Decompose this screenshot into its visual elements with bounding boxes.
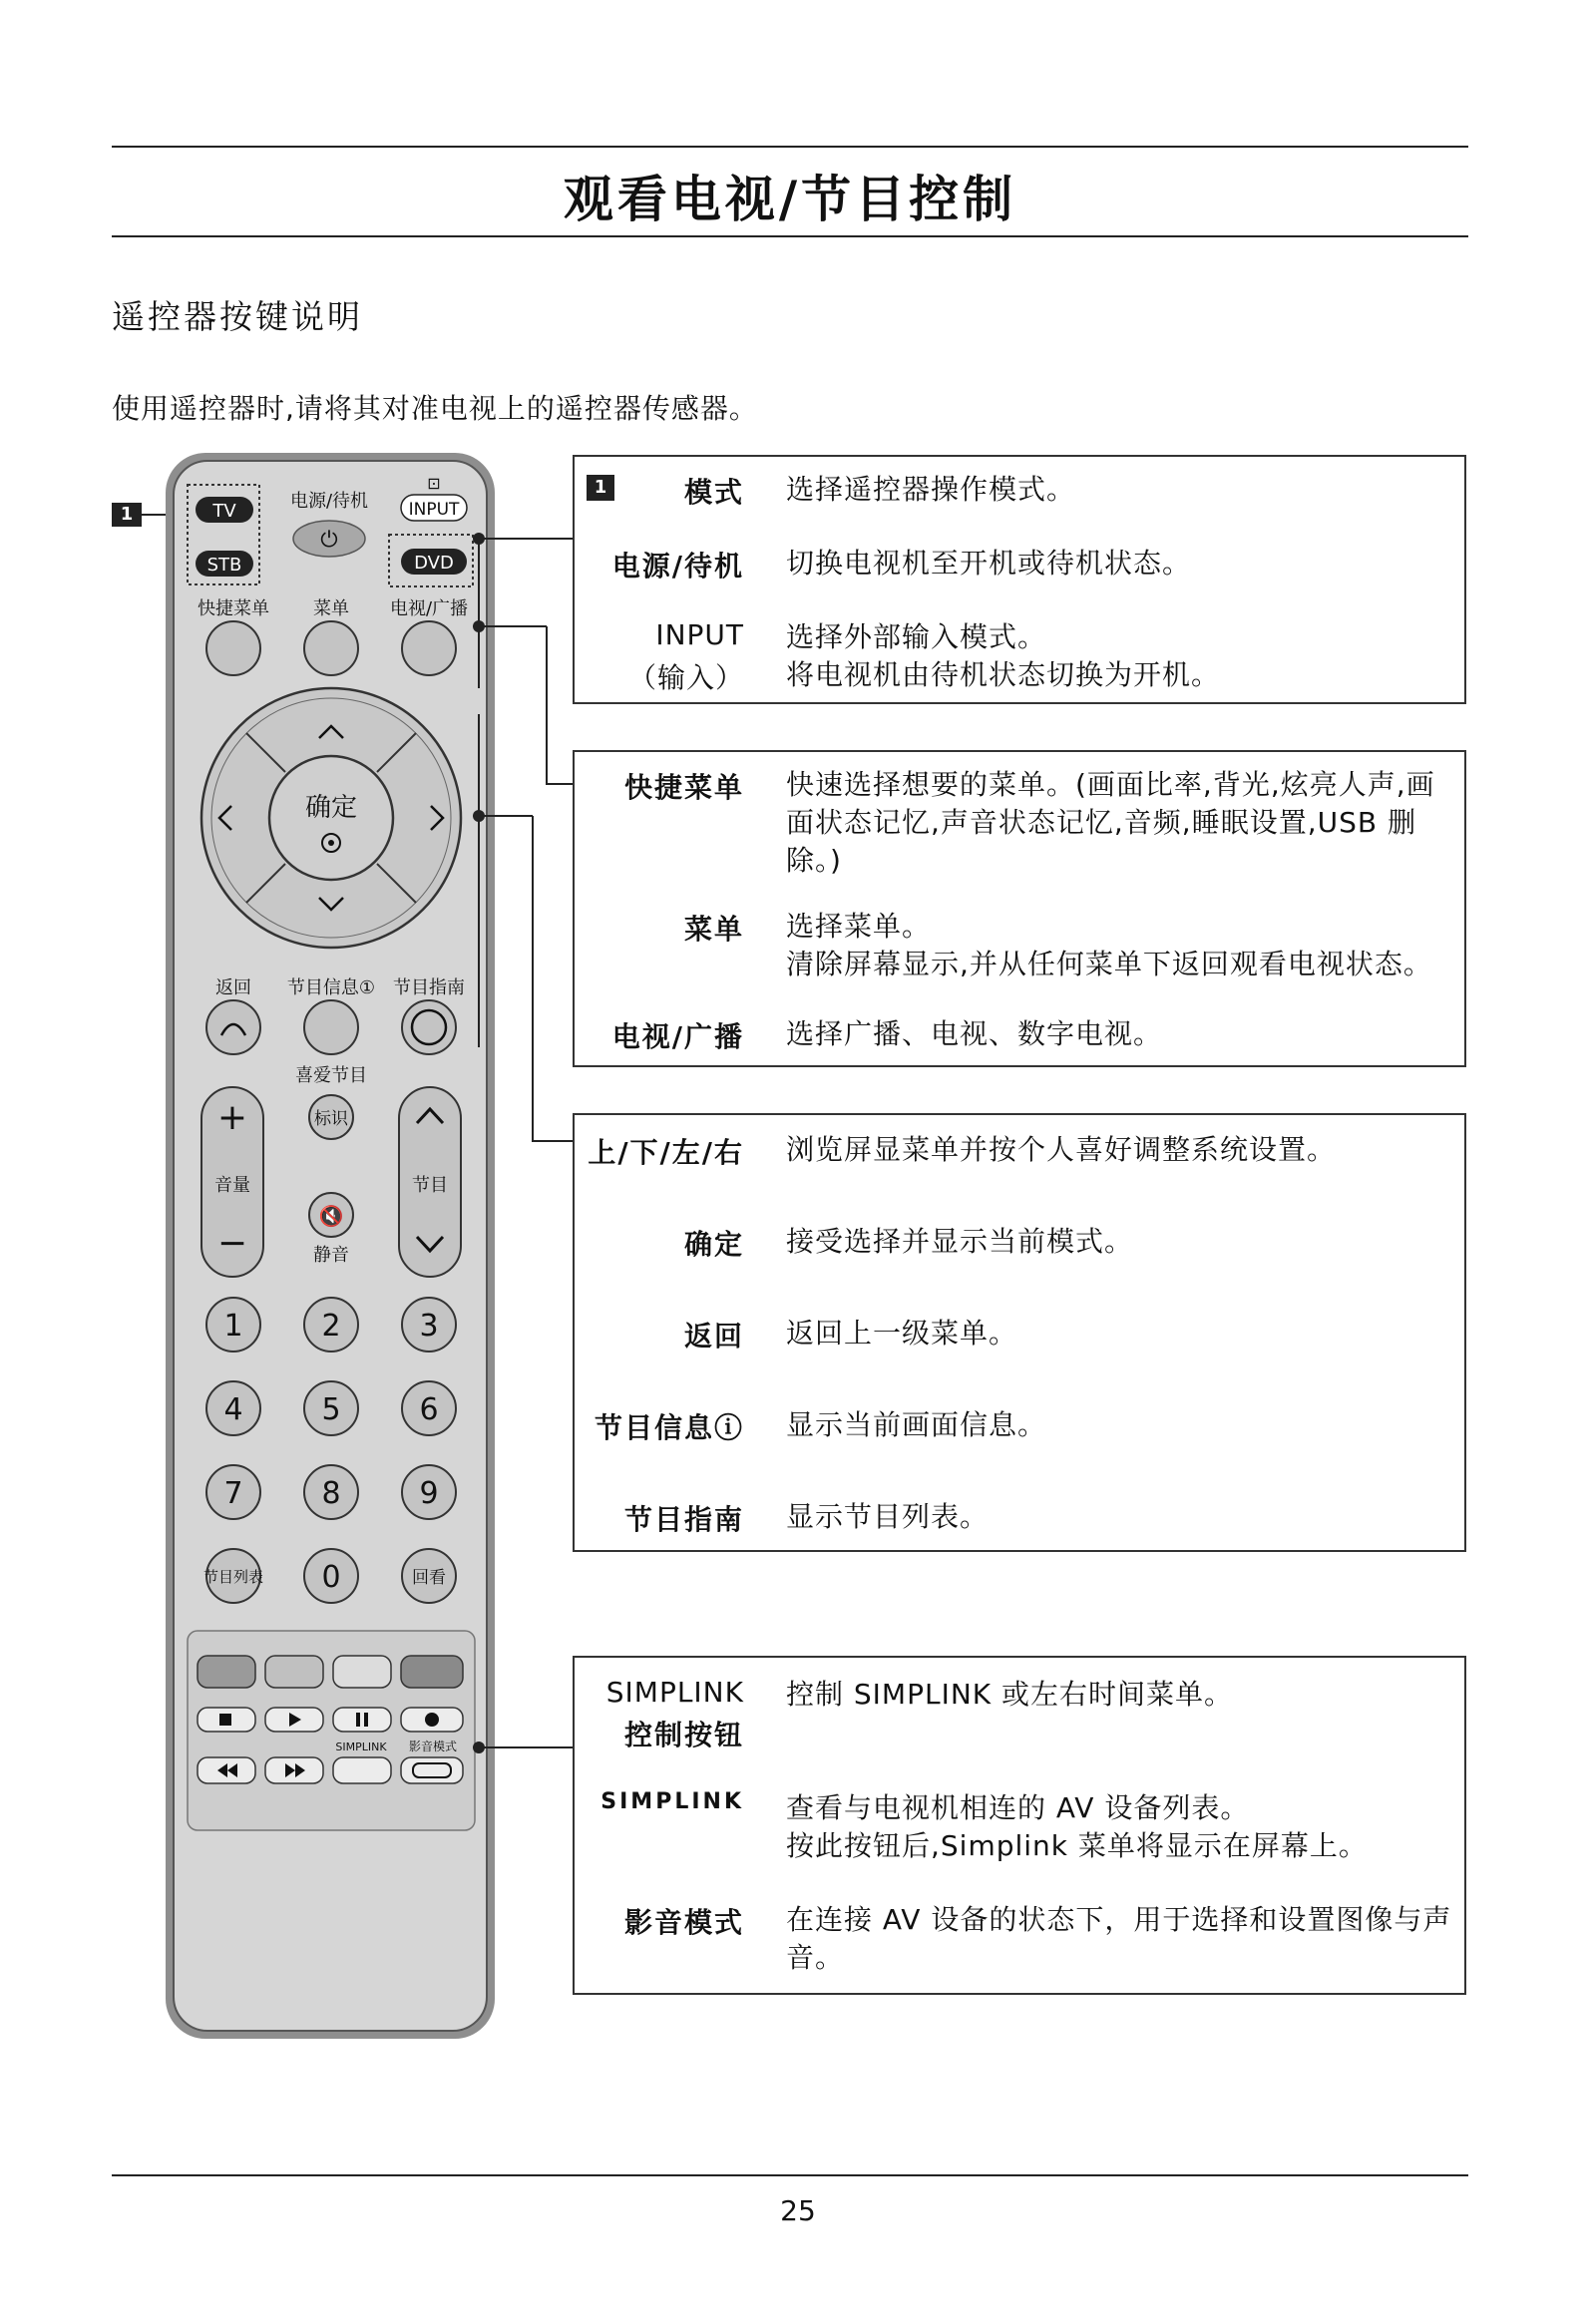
svg-text:5: 5 [321,1392,341,1427]
info-button[interactable] [304,1000,358,1054]
bottom-rule [112,2174,1468,2176]
guide-label: 节目指南 [393,977,465,998]
info-label: 节目信息① [286,977,376,998]
tv-radio-button[interactable] [402,621,456,675]
legend-box-menus: 快捷菜单 快速选择想要的菜单。(画面比率,背光,炫亮人声,画面状态记忆,声音状态记忆,音频,睡眠设置,USB 删除。) 菜单 选择菜单。 清除屏幕显示,并从任何菜单下返回观看电视状态。 电视/广播 选择广播、电视、数字电视。 [573,750,1466,1067]
number-button-4[interactable] [206,1381,260,1435]
marker-badge: 1 [112,503,142,527]
svg-text:回看: 回看 [412,1568,446,1588]
svg-text:1: 1 [223,1309,243,1344]
svg-text:0: 0 [321,1560,341,1595]
volume-up-icon: + [216,1097,248,1138]
av-mode-button[interactable] [401,1757,463,1783]
legend-badge: 1 [587,475,614,501]
stb-mode-button[interactable] [196,551,253,577]
svg-text:7: 7 [223,1476,243,1511]
yellow-color-button[interactable] [333,1656,391,1688]
stb-mode-label: STB [206,555,242,576]
number-button-6[interactable] [402,1381,456,1435]
title-rule [112,235,1468,237]
menu-label: 菜单 [313,598,349,619]
power-label: 电源/待机 [289,491,369,512]
simplink-small-label: SIMPLINK [335,1741,387,1753]
stop-icon [219,1714,231,1726]
blue-color-button[interactable] [401,1656,463,1688]
remote-control [162,449,501,2045]
av-mode-small-label: 影音模式 [408,1740,458,1753]
legend-box-navigation: 上/下/左/右 浏览屏显菜单并按个人喜好调整系统设置。 确定 接受选择并显示当前模式。 返回 返回上一级菜单。 节目信息ⓘ 显示当前画面信息。 节目指南 显示节目列表。 [573,1113,1466,1552]
number-button-2[interactable] [304,1298,358,1352]
back-button[interactable] [206,1000,260,1054]
quick-menu-button[interactable] [206,621,260,675]
intro-text: 使用遥控器时,请将其对准电视上的遥控器传感器。 [112,392,758,425]
legend-box-mode: 1 模式 选择遥控器操作模式。 电源/待机 切换电视机至开机或待机状态。 INPUT （输入） 选择外部输入模式。 将电视机由待机状态切换为开机。 [573,455,1466,704]
fav-label: 喜爱节目 [295,1065,367,1086]
page-number: 25 [780,2194,816,2227]
top-rule [112,146,1468,148]
channel-rocker[interactable] [399,1087,461,1277]
power-button[interactable] [293,521,365,557]
page-title: 观看电视/节目控制 [563,171,1017,228]
dvd-mode-button[interactable] [401,549,467,575]
svg-text:8: 8 [321,1476,341,1511]
simplink-logo: SIMPLINK [600,1789,744,1814]
tv-radio-label: 电视/广播 [389,598,469,619]
legend-box-simplink: SIMPLINK 控制按钮 控制 SIMPLINK 或左右时间菜单。 SIMPLINK 查看与电视机相连的 AV 设备列表。 按此按钮后,Simplink 菜单将显示在屏幕上。 影音模式 在连接 AV 设备的状态下，用于选择和设置图像与声音。 [573,1656,1466,1995]
input-label: INPUT [408,500,460,520]
channel-label: 节目 [412,1175,448,1196]
svg-text:3: 3 [419,1309,439,1344]
ok-label: 确定 [304,793,358,823]
guide-button[interactable] [402,1000,456,1054]
volume-label: 音量 [214,1175,250,1196]
number-button-0[interactable] [304,1549,358,1603]
svg-text:9: 9 [419,1476,439,1511]
svg-text:4: 4 [223,1392,243,1427]
pause-button[interactable] [333,1708,391,1732]
recall-button[interactable] [402,1549,456,1603]
svg-text:2: 2 [321,1309,341,1344]
mark-button[interactable] [309,1095,353,1139]
record-icon [425,1713,439,1727]
mute-button[interactable] [309,1193,353,1237]
number-button-9[interactable] [402,1465,456,1519]
tv-mode-button[interactable] [196,497,253,523]
mark-label: 标识 [314,1109,348,1129]
svg-text:节目列表: 节目列表 [202,1568,264,1586]
ok-button[interactable] [269,756,393,880]
power-icon: ⏻ [320,528,338,553]
svg-text:6: 6 [419,1392,439,1427]
volume-rocker[interactable] [201,1087,263,1277]
pause-icon [356,1713,360,1727]
dpad [201,688,461,948]
tv-mode-label: TV [212,501,236,522]
green-color-button[interactable] [265,1656,323,1688]
number-button-1[interactable] [206,1298,260,1352]
dvd-mode-label: DVD [414,553,454,574]
menu-button[interactable] [304,621,358,675]
simplink-button[interactable] [333,1757,391,1783]
back-label: 返回 [215,977,251,998]
mute-icon: 🔇 [318,1204,344,1228]
red-color-button[interactable] [198,1656,255,1688]
input-icon: ⊡ [427,474,441,493]
quick-menu-label: 快捷菜单 [198,598,269,619]
number-button-3[interactable] [402,1298,456,1352]
section-title: 遥控器按键说明 [112,297,363,336]
volume-down-icon: − [216,1223,248,1264]
mute-label: 静音 [313,1245,349,1266]
number-button-8[interactable] [304,1465,358,1519]
number-button-7[interactable] [206,1465,260,1519]
number-button-5[interactable] [304,1381,358,1435]
